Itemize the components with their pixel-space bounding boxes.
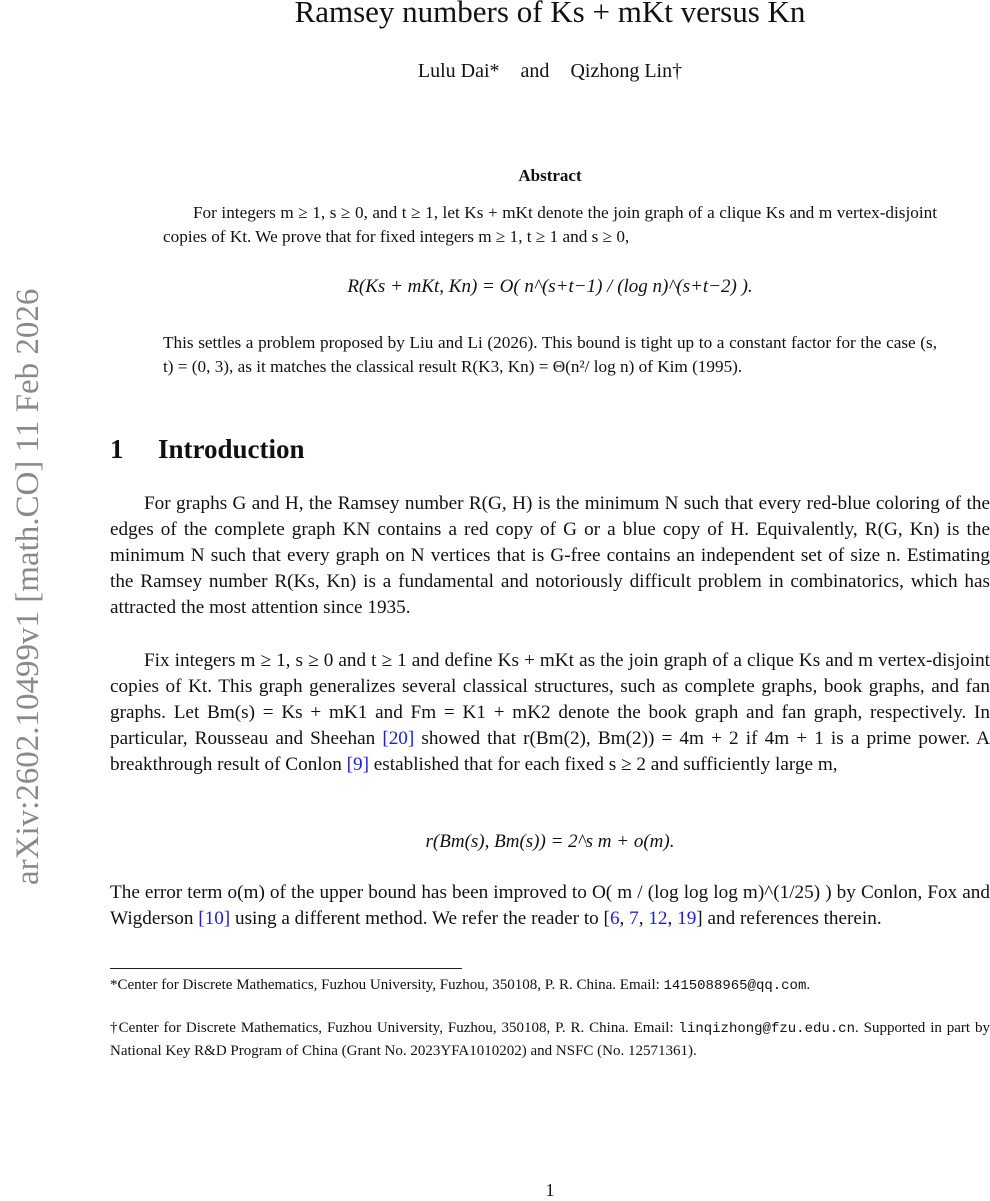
footnote-rule (110, 968, 462, 969)
citation-7[interactable]: 7 (629, 908, 639, 929)
intro-paragraph-3-part-c: ] and references therein. (696, 908, 882, 929)
intro-paragraph-2-part-b: showed that r(Bm(2), Bm(2)) = 4m + 2 if 4m + 1 is a prime power. A breakthrough result of Conlon (110, 728, 990, 775)
author-lulu-dai: Lulu Dai* (417, 60, 500, 82)
arxiv-identifier-text: arXiv:2602.10499v1 [math.CO] 11 Feb 2026 (10, 288, 46, 885)
citation-9[interactable]: [9] (346, 754, 369, 775)
page-number: 1 (545, 1180, 555, 1200)
footnote-2-text: †Center for Discrete Mathematics, Fuzhou University, Fuzhou, 350108, P. R. China. Email: (110, 1020, 674, 1036)
intro-paragraph-2 (110, 648, 990, 778)
author-qizhong-lin: Qizhong Lin† (570, 60, 683, 82)
abstract-heading: Abstract (518, 166, 582, 185)
book-graph-equation: r(Bm(s), Bm(s)) = 2^s m + o(m). (425, 831, 675, 852)
intro-paragraph-3-part-b: using a different method. We refer the reader to [ (230, 908, 610, 929)
footnote-2 (110, 1018, 990, 1062)
paper-title: Ramsey numbers of Ks + mKt versus Kn (294, 0, 806, 29)
citation-12[interactable]: 12 (648, 908, 668, 929)
intro-paragraph-1: For graphs G and H, the Ramsey number R(G, H) is the minimum N such that every red-blue coloring of the edges of the complete graph KN contains a red copy of G or a blue copy of H. Equivalently, R(G, Kn) is the minimum N such that every graph on N vertices that is G-free contains an independent set of size n. Estimating the Ramsey number R(Ks, Kn) is a fundamental and notoriously difficult problem in combinatorics, which has attracted the most attention since 1935. (110, 493, 990, 618)
abstract-main-equation: R(Ks + mKt, Kn) = O( n^(s+t−1) / (log n)^(s+t−2) ). (347, 276, 753, 297)
footnote-1-email[interactable]: 1415088965@qq.com (663, 978, 807, 994)
footnote-2-email[interactable]: linqizhong@fzu.edu.cn (678, 1021, 855, 1037)
citation-19[interactable]: 19 (677, 908, 697, 929)
footnote-2-support: . Supported in part by National Key R&D Program of China (Grant No. 2023YFA1010202) and NSFC (No. 12571361). (110, 1020, 990, 1059)
author-line (110, 60, 990, 83)
citation-10[interactable]: [10] (198, 908, 231, 929)
section-number: 1 (110, 434, 124, 464)
section-heading-introduction (110, 434, 305, 465)
section-title: Introduction (158, 434, 305, 464)
intro-paragraph-2-part-c: established that for each fixed s ≥ 2 and sufficiently large m, (368, 754, 838, 775)
citation-20[interactable]: [20] (382, 728, 415, 749)
abstract-paragraph-2: This settles a problem proposed by Liu and Li (2026). This bound is tight up to a constant factor for the case (s, t) = (0, 3), as it matches the classical result R(K3, Kn) = Θ(n²/ log n) of Kim (1995). (163, 333, 937, 376)
intro-paragraph-3: The error term o(m) of the upper bound has been improved to O( m / (log log log m)^(1/25) ) by Conlon, Fox and Wigderson [10] using a different method. We refer the reader to [6, 7, 12, 19] and references therein. (110, 882, 990, 929)
citation-6[interactable]: 6 (609, 908, 620, 929)
intro-paragraph-3-part-a: The error term o(m) of the upper bound has been improved to O( m / (log log log m)^(1/25) ) by Conlon, Fox and Wigderson (110, 882, 990, 929)
footnote-1: *Center for Discrete Mathematics, Fuzhou University, Fuzhou, 350108, P. R. China. Email: 1415088965@qq.com. (110, 977, 811, 994)
arxiv-identifier (10, 160, 46, 890)
intro-paragraph-2-part-a: Fix integers m ≥ 1, s ≥ 0 and t ≥ 1 and define Ks + mKt as the join graph of a clique Ks and m vertex-disjoint copies of Kt. This graph generalizes several classical structures, such as complete graphs, book graphs, and fan graphs. Let Bm(s) = Ks + mK1 and Fm = K1 + mK2 denote the book graph and fan graph, respectively. In particular, Rousseau and Sheehan (110, 650, 990, 749)
abstract-paragraph-1: For integers m ≥ 1, s ≥ 0, and t ≥ 1, let Ks + mKt denote the join graph of a clique Ks and m vertex-disjoint copies of Kt. We prove that for fixed integers m ≥ 1, t ≥ 1 and s ≥ 0, (163, 203, 937, 246)
author-conjunction: and (520, 60, 550, 82)
footnote-1-text: *Center for Discrete Mathematics, Fuzhou University, Fuzhou, 350108, P. R. China. Email: (110, 977, 660, 993)
